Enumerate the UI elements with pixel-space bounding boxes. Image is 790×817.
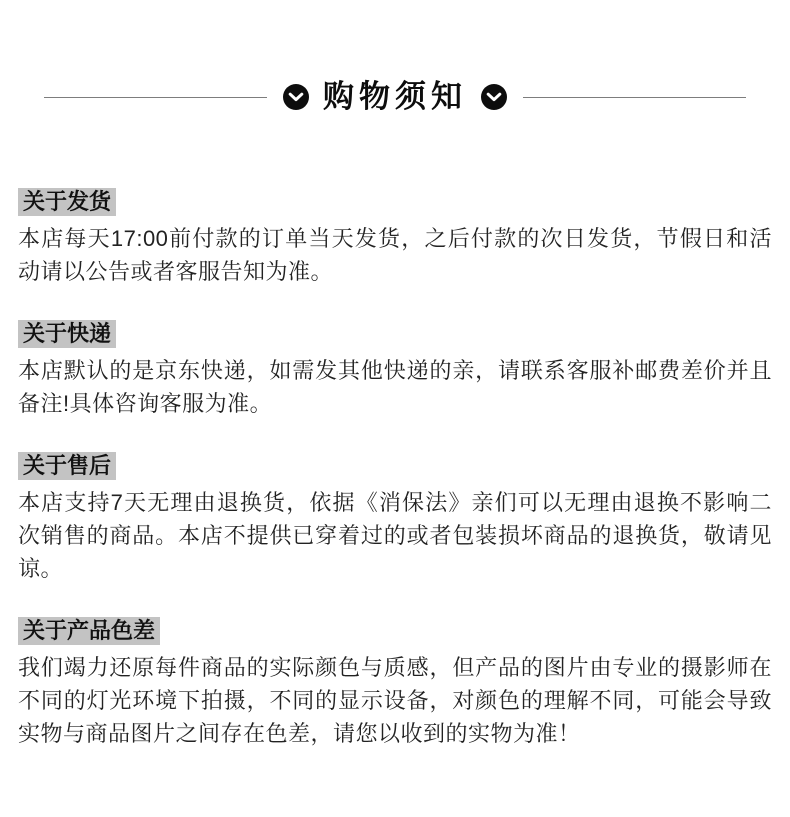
section-heading: 关于产品色差 xyxy=(18,617,160,645)
notice-content xyxy=(0,188,790,750)
header-left-rule xyxy=(44,97,267,98)
section-shipping xyxy=(18,188,772,288)
chevron-down-circle-icon xyxy=(283,84,309,110)
header-right-rule xyxy=(523,97,746,98)
section-heading: 关于快递 xyxy=(18,320,116,348)
section-heading: 关于售后 xyxy=(18,452,116,480)
section-body: 本店每天17:00前付款的订单当天发货，之后付款的次日发货，节假日和活动请以公告或者客服告知为准。 xyxy=(18,226,772,284)
page-title: 购物须知 xyxy=(323,79,467,114)
header-title-group xyxy=(267,74,523,120)
chevron-down-circle-icon xyxy=(481,84,507,110)
section-after-sales xyxy=(18,452,772,585)
section-body: 本店支持7天无理由退换货，依据《消保法》亲们可以无理由退换不影响二次销售的商品。本店不提供已穿着过的或者包装损坏商品的退换货，敬请见谅。 xyxy=(18,490,772,581)
notice-header xyxy=(0,74,790,120)
section-color-difference xyxy=(18,617,772,750)
section-body: 我们竭力还原每件商品的实际颜色与质感，但产品的图片由专业的摄影师在不同的灯光环境下拍摄，不同的显示设备，对颜色的理解不同，可能会导致实物与商品图片之间存在色差，请您以收到的实物为准！ xyxy=(18,655,772,746)
section-body: 本店默认的是京东快递，如需发其他快递的亲，请联系客服补邮费差价并且备注!具体咨询客服为准。 xyxy=(18,358,772,416)
section-heading: 关于发货 xyxy=(18,188,116,216)
section-courier xyxy=(18,320,772,420)
